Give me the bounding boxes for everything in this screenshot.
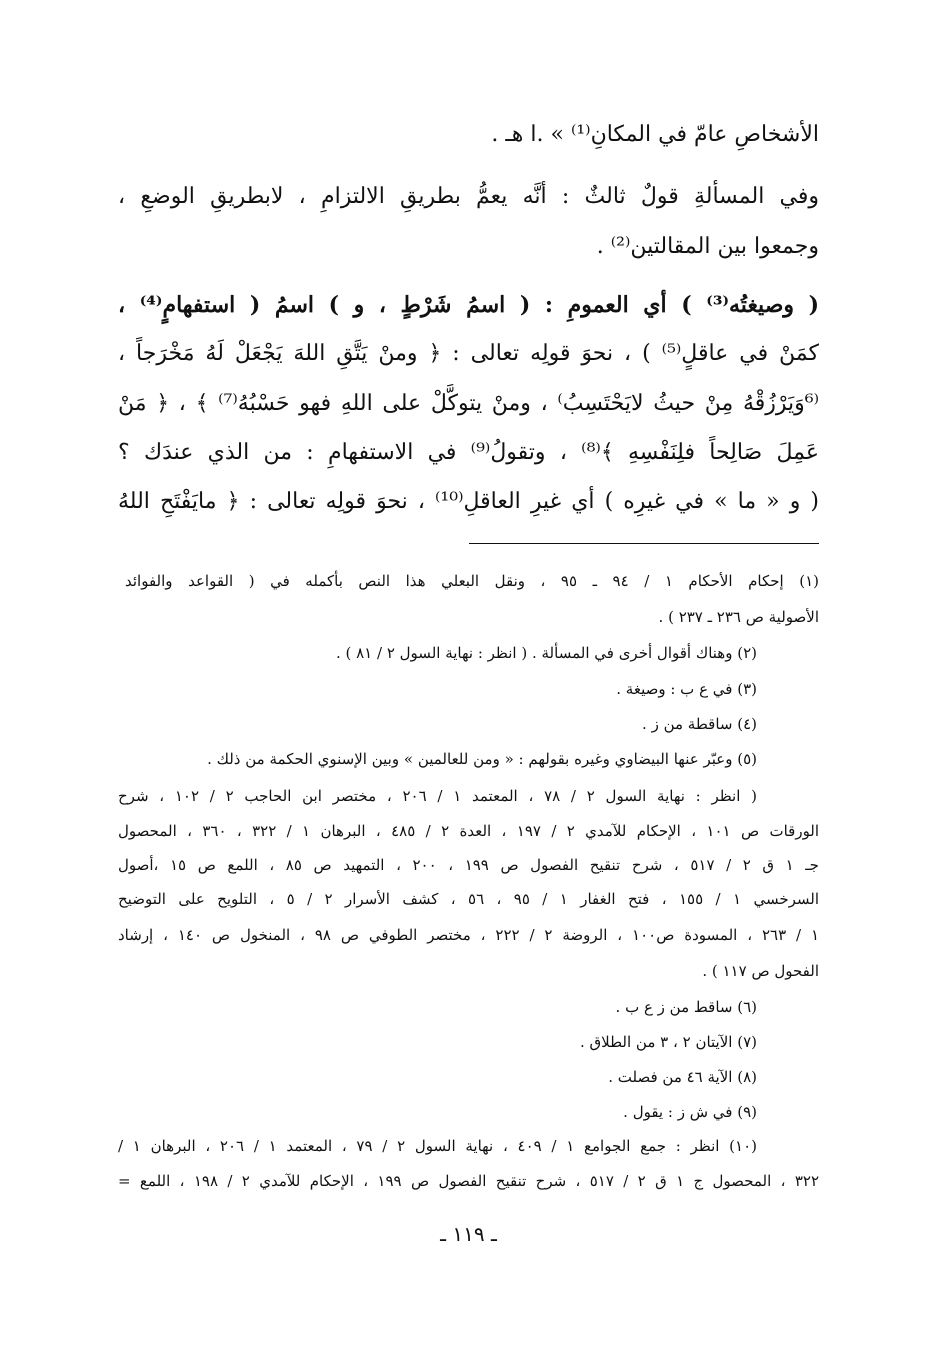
footnote-10-line-1: (١٠) انظر : جمع الجوامع ١ / ٤٠٩ ، نهاية السول ٢ / ٧٩ ، المعتمد ١ / ٢٠٦ ، البرهان ١ / <box>118 1137 758 1155</box>
footnote-5-line-4: جـ ١ ق ٢ / ٥١٧ ، شرح تنقيح الفصول ص ١٩٩ ، ٢٠٠ ، التمهيد ص ٨٥ ، اللمع ص ١٥ ،أصول <box>118 856 819 874</box>
footnote-5-line-6: ١ / ٢٦٣ ، المسودة ص١٠٠ ، الروضة ٢ / ٢٢٢ ، مختصر الطوفي ص ٩٨ ، المنخول ص ١٤٠ ، إرشاد <box>118 926 820 944</box>
footnote-7: (٧) الآيتان ٢ ، ٣ من الطلاق . <box>580 1033 757 1051</box>
footnote-separator <box>469 543 819 544</box>
body-line-3: وجمعوا بين المقالتين⁽²⁾ . <box>596 234 819 259</box>
body-line-2: وفي المسألةِ قولٌ ثالثٌ : أنَّه يعمُّ بطريقِ الالتزامِ ، لابطريقِ الوضعِ ، <box>118 184 819 209</box>
body-line-1: الأشخاصِ عامّ في المكانِ⁽¹⁾ » .ا هـ . <box>491 122 819 147</box>
footnote-5-line-5: السرخسي ١ / ١٥٥ ، فتح الغفار ١ / ٩٥ ، ٥٦ ، كشف الأسرار ٢ / ٥ ، التلويح على التوضيح <box>118 890 820 908</box>
body-line-5: كمَنْ في عاقلٍ⁽⁵⁾ ) ، نحوَ قولِه تعالى : ﴿ ومنْ يَتَّقِ اللهَ يَجْعَلْ لَهُ مَخْرَجاً ، <box>118 341 819 366</box>
footnote-1-line-1: (١) إحكام الأحكام ١ / ٩٤ ـ ٩٥ ، ونقل البعلي هذا النص بأكمله في ( القواعد والفوائد <box>125 572 820 590</box>
footnote-5-line-7: الفحول ص ١١٧ ) . <box>702 962 819 980</box>
footnote-5-line-3: الورقات ص ١٠١ ، الإحكام للآمدي ٢ / ١٩٧ ، العدة ٢ / ٤٨٥ ، البرهان ١ / ٣٢٢ ، ٣٦٠ ، المحصول <box>118 822 820 840</box>
body-line-6: ⁽⁶وَيَرْزُقْهُ مِنْ حيثُ لايَحْتَسِبُ⁾ ، ومنْ يتوكَّلْ على اللهِ فهو حَسْبُهُ⁽⁷⁾ ﴾ ، ﴿ مَنْ <box>118 391 819 416</box>
footnote-8: (٨) الآية ٤٦ من فصلت . <box>608 1068 757 1086</box>
footnote-4: (٤) ساقطة من ز . <box>642 715 757 733</box>
body-line-4: ( وصيغتُه⁽³⁾ ) أي العمومِ : ( اسمُ شَرْطٍ ، و ) اسمُ ( استفهامٍ⁽⁴⁾ ، <box>118 292 820 318</box>
footnote-5-line-2: ( انظر : نهاية السول ٢ / ٧٨ ، المعتمد ١ / ٢٠٦ ، مختصر ابن الحاجب ٢ / ١٠٢ ، شرح <box>118 787 757 805</box>
page-number: ـ ١١٩ ـ <box>440 1222 497 1246</box>
body-line-8: ( و « ما » في غيرِه ) أي غيرِ العاقلِ⁽¹⁰⁾ ، نحوَ قولِه تعالى : ﴿ مايَفْتَحِ اللهُ <box>118 489 819 514</box>
footnote-1-line-2: الأصولية ص ٢٣٦ ـ ٢٣٧ ) . <box>658 608 819 626</box>
footnote-3: (٣) في ع ب : وصيغة . <box>616 680 757 698</box>
footnote-6: (٦) ساقط من ز ع ب . <box>615 998 757 1016</box>
footnote-5-line-1: (٥) وعبّر عنها البيضاوي وغيره بقولهم : « ومن للعالمين » وبين الإسنوي الحكمة من ذلك . <box>207 750 757 768</box>
footnote-9: (٩) في ش ز : يقول . <box>623 1103 757 1121</box>
footnote-2: (٢) وهناك أقوال أخرى في المسألة . ( انظر : نهاية السول ٢ / ٨١ ) . <box>335 644 757 662</box>
footnote-10-line-2: ٣٢٢ ، المحصول ج ١ ق ٢ / ٥١٧ ، شرح تنقيح الفصول ص ١٩٩ ، الإحكام للآمدي ٢ / ١٩٨ ، اللمع = <box>118 1172 820 1190</box>
body-line-7: عَمِلَ صَالِحاً فلِنَفْسِهِ ﴾⁽⁸⁾ ، وتقولُ⁽⁹⁾ في الاستفهامِ : من الذي عندَك ؟ <box>118 440 819 465</box>
